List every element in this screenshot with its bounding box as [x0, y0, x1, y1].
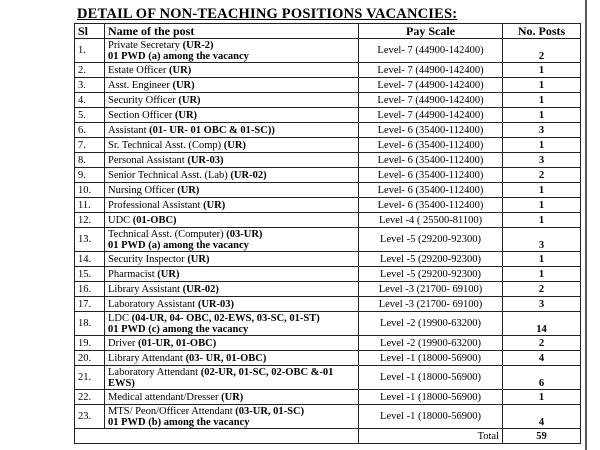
table-row — [75, 336, 581, 351]
row-post-name — [105, 252, 359, 267]
row-pay-scale: Level -4 ( 25500-81100) — [359, 213, 503, 228]
table-row — [75, 228, 581, 252]
post-name-text: Technical Asst. (Computer) — [108, 228, 227, 240]
table-row — [75, 108, 581, 123]
post-note: EWS) — [108, 377, 135, 389]
row-post-name — [105, 123, 359, 138]
row-pay-scale: Level -2 (19900-63200) — [359, 336, 503, 351]
row-no-posts: 14 — [503, 312, 581, 336]
post-category: (UR-2) — [182, 39, 214, 51]
post-name-text: Nursing Officer — [108, 184, 178, 196]
row-pay-scale: Level- 7 (44900-142400) — [359, 108, 503, 123]
row-no-posts: 1 — [503, 108, 581, 123]
row-no-posts: 1 — [503, 78, 581, 93]
row-no-posts: 1 — [503, 93, 581, 108]
post-category: (UR-02) — [230, 169, 267, 181]
row-pay-scale: Level -1 (18000-56900) — [359, 390, 503, 405]
row-post-name — [105, 351, 359, 366]
row-pay-scale: Level -3 (21700- 69100) — [359, 282, 503, 297]
row-sl: 22. — [75, 390, 105, 405]
row-no-posts: 1 — [503, 267, 581, 282]
row-no-posts: 2 — [503, 282, 581, 297]
table-row — [75, 405, 581, 429]
row-pay-scale: Level- 6 (35400-112400) — [359, 123, 503, 138]
post-category: (UR-03) — [197, 298, 234, 310]
post-name-text: Professional Assistant — [108, 199, 204, 211]
row-sl: 7. — [75, 138, 105, 153]
row-pay-scale: Level- 6 (35400-112400) — [359, 153, 503, 168]
post-category: (UR-02) — [182, 283, 219, 295]
row-sl: 12. — [75, 213, 105, 228]
row-no-posts: 3 — [503, 228, 581, 252]
post-name-text: Senior Technical Asst. (Lab) — [108, 169, 231, 181]
table-row — [75, 78, 581, 93]
table-row — [75, 390, 581, 405]
post-category: (UR) — [187, 253, 210, 265]
row-pay-scale: Level -3 (21700- 69100) — [359, 297, 503, 312]
row-no-posts: 2 — [503, 39, 581, 63]
table-row — [75, 213, 581, 228]
row-sl: 14. — [75, 252, 105, 267]
row-pay-scale: Level -2 (19900-63200) — [359, 312, 503, 336]
post-name-text: Library Attendant — [108, 352, 186, 364]
row-post-name — [105, 138, 359, 153]
row-post-name — [105, 228, 359, 252]
table-row — [75, 297, 581, 312]
table-row — [75, 351, 581, 366]
post-name-text: Sr. Technical Asst. (Comp) — [108, 139, 224, 151]
document-title: DETAIL OF NON-TEACHING POSITIONS VACANCIES: — [77, 6, 458, 22]
row-sl: 10. — [75, 183, 105, 198]
row-pay-scale: Level- 6 (35400-112400) — [359, 183, 503, 198]
row-post-name — [105, 213, 359, 228]
row-post-name — [105, 168, 359, 183]
row-no-posts: 1 — [503, 138, 581, 153]
post-category: (UR) — [178, 94, 201, 106]
row-pay-scale: Level- 7 (44900-142400) — [359, 78, 503, 93]
row-post-name — [105, 405, 359, 429]
post-category: (UR) — [169, 64, 192, 76]
row-no-posts: 1 — [503, 198, 581, 213]
post-category: (UR) — [157, 268, 180, 280]
table-row — [75, 183, 581, 198]
row-post-name — [105, 312, 359, 336]
post-category: (01-UR, 01-OBC) — [138, 337, 217, 349]
row-sl: 19. — [75, 336, 105, 351]
row-post-name — [105, 198, 359, 213]
row-post-name — [105, 390, 359, 405]
post-category: (UR) — [177, 184, 200, 196]
post-name-text: Personal Assistant — [108, 154, 188, 166]
header-name: Name of the post — [105, 24, 359, 39]
header-pay-scale: Pay Scale — [359, 24, 503, 39]
row-sl: 1. — [75, 39, 105, 63]
total-spacer — [75, 429, 359, 444]
post-name-text: Driver — [108, 337, 139, 349]
row-no-posts: 3 — [503, 153, 581, 168]
row-post-name — [105, 267, 359, 282]
post-name-text: UDC — [108, 214, 133, 226]
table-body — [75, 39, 581, 444]
row-no-posts: 1 — [503, 390, 581, 405]
post-name-text: Asst. Engineer — [108, 79, 173, 91]
post-name-text: Pharmacist — [108, 268, 158, 280]
table-header-row — [75, 24, 581, 39]
post-name-text: LDC — [108, 312, 132, 324]
table-row — [75, 93, 581, 108]
header-no-posts: No. Posts — [503, 24, 581, 39]
row-sl: 8. — [75, 153, 105, 168]
row-post-name — [105, 183, 359, 198]
post-note: 01 PWD (b) among the vacancy — [108, 416, 250, 428]
row-sl: 15. — [75, 267, 105, 282]
row-no-posts: 6 — [503, 366, 581, 390]
row-sl: 16. — [75, 282, 105, 297]
table-row — [75, 138, 581, 153]
row-sl: 6. — [75, 123, 105, 138]
post-category: (02-UR, 01-SC, 02-OBC &-01 — [200, 366, 334, 378]
post-category: (UR) — [174, 109, 198, 121]
table-row — [75, 153, 581, 168]
row-no-posts: 4 — [503, 405, 581, 429]
row-sl: 5. — [75, 108, 105, 123]
row-no-posts: 3 — [503, 297, 581, 312]
total-row — [75, 429, 581, 444]
post-note: 01 PWD (a) among the vacancy — [108, 50, 249, 62]
row-pay-scale: Level -1 (18000-56900) — [359, 366, 503, 390]
row-sl: 2. — [75, 63, 105, 78]
row-pay-scale: Level- 7 (44900-142400) — [359, 93, 503, 108]
row-sl: 4. — [75, 93, 105, 108]
row-post-name — [105, 366, 359, 390]
row-sl: 23. — [75, 405, 105, 429]
post-category: (03-UR, 01-SC) — [235, 405, 305, 417]
row-no-posts: 1 — [503, 183, 581, 198]
post-category: (UR) — [221, 391, 244, 403]
row-pay-scale: Level -1 (18000-56900) — [359, 405, 503, 429]
row-post-name — [105, 297, 359, 312]
table-row — [75, 123, 581, 138]
row-post-name — [105, 39, 359, 63]
row-pay-scale: Level- 6 (35400-112400) — [359, 198, 503, 213]
post-name-text: Laboratory Attendant — [108, 366, 201, 378]
row-sl: 13. — [75, 228, 105, 252]
table-row — [75, 267, 581, 282]
row-sl: 11. — [75, 198, 105, 213]
post-name-text: Security Inspector — [108, 253, 188, 265]
vacancy-table — [74, 23, 581, 444]
post-name-text: Library Assistant — [108, 283, 183, 295]
row-pay-scale: Level -5 (29200-92300) — [359, 228, 503, 252]
post-category: (UR) — [172, 79, 195, 91]
frame-edge — [585, 0, 587, 450]
row-no-posts: 3 — [503, 123, 581, 138]
row-pay-scale: Level -1 (18000-56900) — [359, 351, 503, 366]
table-row — [75, 63, 581, 78]
row-no-posts: 4 — [503, 351, 581, 366]
row-pay-scale: Level- 7 (44900-142400) — [359, 39, 503, 63]
total-value: 59 — [503, 429, 581, 444]
post-name-text: MTS/ Peon/Officer Attendant — [108, 405, 236, 417]
post-category: (03- UR, 01-OBC) — [185, 352, 267, 364]
row-post-name — [105, 63, 359, 78]
table-row — [75, 252, 581, 267]
row-no-posts: 1 — [503, 63, 581, 78]
row-post-name — [105, 78, 359, 93]
table-row — [75, 312, 581, 336]
post-name-text: Security Officer — [108, 94, 179, 106]
table-row — [75, 198, 581, 213]
post-name-text: Private Secretary — [108, 39, 183, 51]
row-sl: 17. — [75, 297, 105, 312]
row-sl: 21. — [75, 366, 105, 390]
row-no-posts: 1 — [503, 213, 581, 228]
post-category: (04-UR, 04- OBC, 02-EWS, 03-SC, 01-ST) — [131, 312, 320, 324]
post-name-text: Estate Officer — [108, 64, 170, 76]
table-row — [75, 282, 581, 297]
row-pay-scale: Level- 6 (35400-112400) — [359, 168, 503, 183]
post-category: (UR-03) — [187, 154, 224, 166]
row-no-posts: 2 — [503, 168, 581, 183]
row-pay-scale: Level -5 (29200-92300) — [359, 252, 503, 267]
row-no-posts: 2 — [503, 336, 581, 351]
table-row — [75, 366, 581, 390]
post-name-text: Section Officer — [108, 109, 175, 121]
row-post-name — [105, 108, 359, 123]
post-note: 01 PWD (c) among the vacancy — [108, 323, 249, 335]
table-row — [75, 39, 581, 63]
row-pay-scale: Level- 7 (44900-142400) — [359, 63, 503, 78]
row-sl: 18. — [75, 312, 105, 336]
post-name-text: Assistant — [108, 124, 150, 136]
header-sl: Sl — [75, 24, 105, 39]
total-label: Total — [359, 429, 503, 444]
row-pay-scale: Level- 6 (35400-112400) — [359, 138, 503, 153]
row-post-name — [105, 93, 359, 108]
row-sl: 3. — [75, 78, 105, 93]
row-post-name — [105, 153, 359, 168]
post-name-text: Medical attendant/Dresser — [108, 391, 222, 403]
post-category: (UR) — [223, 139, 246, 151]
row-pay-scale: Level -5 (29200-92300) — [359, 267, 503, 282]
post-category: (UR) — [203, 199, 226, 211]
post-note: 01 PWD (a) among the vacancy — [108, 239, 249, 251]
post-name-text: Laboratory Assistant — [108, 298, 198, 310]
row-sl: 20. — [75, 351, 105, 366]
table-row — [75, 168, 581, 183]
row-post-name — [105, 282, 359, 297]
row-sl: 9. — [75, 168, 105, 183]
post-category: (03-UR) — [226, 228, 263, 240]
post-category: (01-OBC) — [132, 214, 177, 226]
row-no-posts: 1 — [503, 252, 581, 267]
post-category: (01- UR- 01 OBC & 01-SC)) — [149, 124, 275, 136]
row-post-name — [105, 336, 359, 351]
